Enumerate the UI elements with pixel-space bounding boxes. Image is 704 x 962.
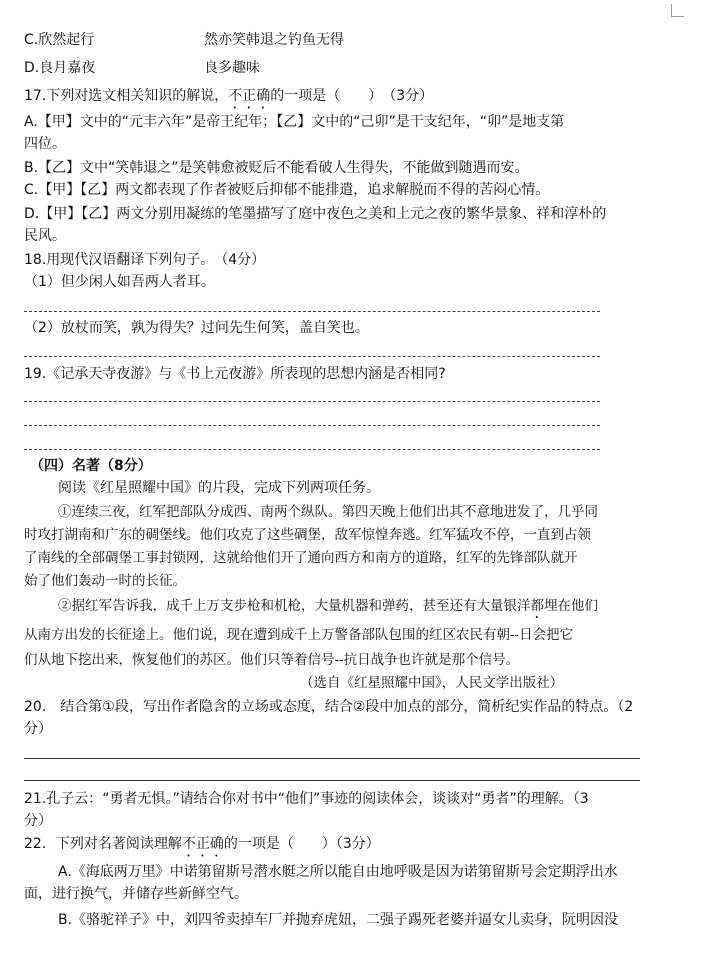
excerpt-p1-line: 始了他们轰动一时的长征。 xyxy=(24,573,186,589)
stem-text: 22．下列对名著阅读理解 xyxy=(24,836,182,852)
q17-option-b: B.【乙】文中“笑韩退之”是笑韩愈被贬后不能看破人生得失，不能做到随遇而安。 xyxy=(24,160,529,176)
option-right-text: 良多趣味 xyxy=(204,60,260,76)
excerpt-p2-line xyxy=(58,596,674,622)
excerpt-text: 埋在他们 xyxy=(544,598,598,614)
q17-option-d: D.【甲】【乙】两文分别用凝练的笔墨描写了庭中夜色之美和上元之夜的繁华景象、祥和淳朴的 xyxy=(24,206,607,222)
q21-stem-cont: 分） xyxy=(24,813,52,829)
q17-option-d-cont: 民风。 xyxy=(24,228,66,244)
excerpt-p1-line: ①连续三夜，红军把部队分成西、南两个纵队。第四天晚上他们出其不意地进发了，几乎同 xyxy=(58,504,598,520)
emphasis-text: 不正确 xyxy=(181,836,224,852)
excerpt-p2-line: 从南方出发的长征途上。他们说，现在遭到成千上万警备部队包围的红区农民有朝--日会把它 xyxy=(24,627,574,643)
q22-option-b: B.《骆驼祥子》中，刘四爷卖掉车厂并抛弃虎妞，二强子踢死老婆并逼女儿卖身，阮明因没 xyxy=(58,912,619,928)
answer-line[interactable] xyxy=(24,758,640,759)
q16-option-d xyxy=(24,58,674,78)
q22-option-a-cont: 面，进行换气，并储存些新鲜空气。 xyxy=(24,886,248,902)
answer-line[interactable] xyxy=(24,401,600,402)
q18-sentence-1: （1）但少闲人如吾两人者耳。 xyxy=(24,274,215,290)
q22-stem xyxy=(24,834,674,860)
answer-line[interactable] xyxy=(24,311,600,312)
q17-option-a-cont: 四位。 xyxy=(24,136,66,152)
q17-option-c: C.【甲】【乙】两文都表现了作者被贬后抑郁不能排遣，追求解脱而不得的苦闷心情。 xyxy=(24,182,550,198)
option-right-text: 然亦笑韩退之钓鱼无得 xyxy=(204,32,344,48)
option-left-text: 良月嘉夜 xyxy=(39,60,96,76)
stem-text: 的一项是（ ） （3分） xyxy=(270,88,434,104)
emphasis-text: 不正确 xyxy=(228,88,271,104)
answer-line[interactable] xyxy=(24,425,600,426)
section-title: （四）名著（8分） xyxy=(30,458,152,474)
option-label: C. xyxy=(24,32,39,48)
q19-stem: 19.《记承天寺夜游》与《书上元夜游》所表现的思想内涵是否相同? xyxy=(24,366,446,382)
q21-stem: 21.孔子云：“勇者无惧。”请结合你对书中“他们”事迹的阅读体会，谈谈对“勇者”的理解。（3 xyxy=(24,791,589,807)
q16-option-c xyxy=(24,30,674,50)
q17-stem xyxy=(24,86,674,112)
excerpt-p1-line: 了南线的全部碉堡工事封锁网，这就给他们开了通向西方和南方的道路，红军的先锋部队就开 xyxy=(24,550,578,566)
stem-text: 17.下列对选文相关知识的解说， xyxy=(24,88,229,104)
q22-option-a: A.《海底两万里》中诺第留斯号潜水艇之所以能自由地呼吸是因为诺第留斯号会定期浮出水 xyxy=(58,864,618,880)
dotted-text: 都 xyxy=(530,598,544,614)
page-corner-mark xyxy=(671,4,684,17)
section-intro: 阅读《红星照耀中国》的片段，完成下列两项任务。 xyxy=(58,480,380,496)
answer-line[interactable] xyxy=(24,449,600,450)
answer-line[interactable] xyxy=(24,356,600,357)
q17-option-a: A.【甲】文中的“元丰六年”是帝王纪年；【乙】文中的“己卯”是干支纪年，“卯”是地支第 xyxy=(24,114,565,130)
option-label: D. xyxy=(24,60,40,76)
excerpt-text: ②据红军告诉我，成千上万支步枪和机枪，大量机器和弹药，甚至还有大量银洋 xyxy=(58,598,531,614)
option-left-text: 欣然起行 xyxy=(38,32,95,48)
q18-stem: 18.用现代汉语翻译下列句子。 （4分） xyxy=(24,252,266,268)
excerpt-p1-line: 时攻打湖南和广东的碉堡线。他们攻克了这些碉堡，敌军惊惶奔逃。红军猛攻不停，一直到占领 xyxy=(24,527,591,543)
q20-stem-cont: 分） xyxy=(24,721,52,737)
q18-sentence-2: （2）放杖而笑，孰为得失？过问先生何笑，盖自笑也。 xyxy=(24,320,369,336)
excerpt-source: （选自《红星照耀中国》，人民文学出版社） xyxy=(300,675,564,691)
answer-line[interactable] xyxy=(24,780,640,781)
q20-stem: 20. 结合第①段，写出作者隐含的立场或态度，结合②段中加点的部分，简析纪实作品的特点。（2 xyxy=(24,699,634,715)
excerpt-p2-line: 们从地下挖出来，恢复他们的苏区。他们只等着信号--抗日战争也许就是那个信号。 xyxy=(24,652,520,668)
stem-text: 的一项是（ ）（3分） xyxy=(223,836,380,852)
